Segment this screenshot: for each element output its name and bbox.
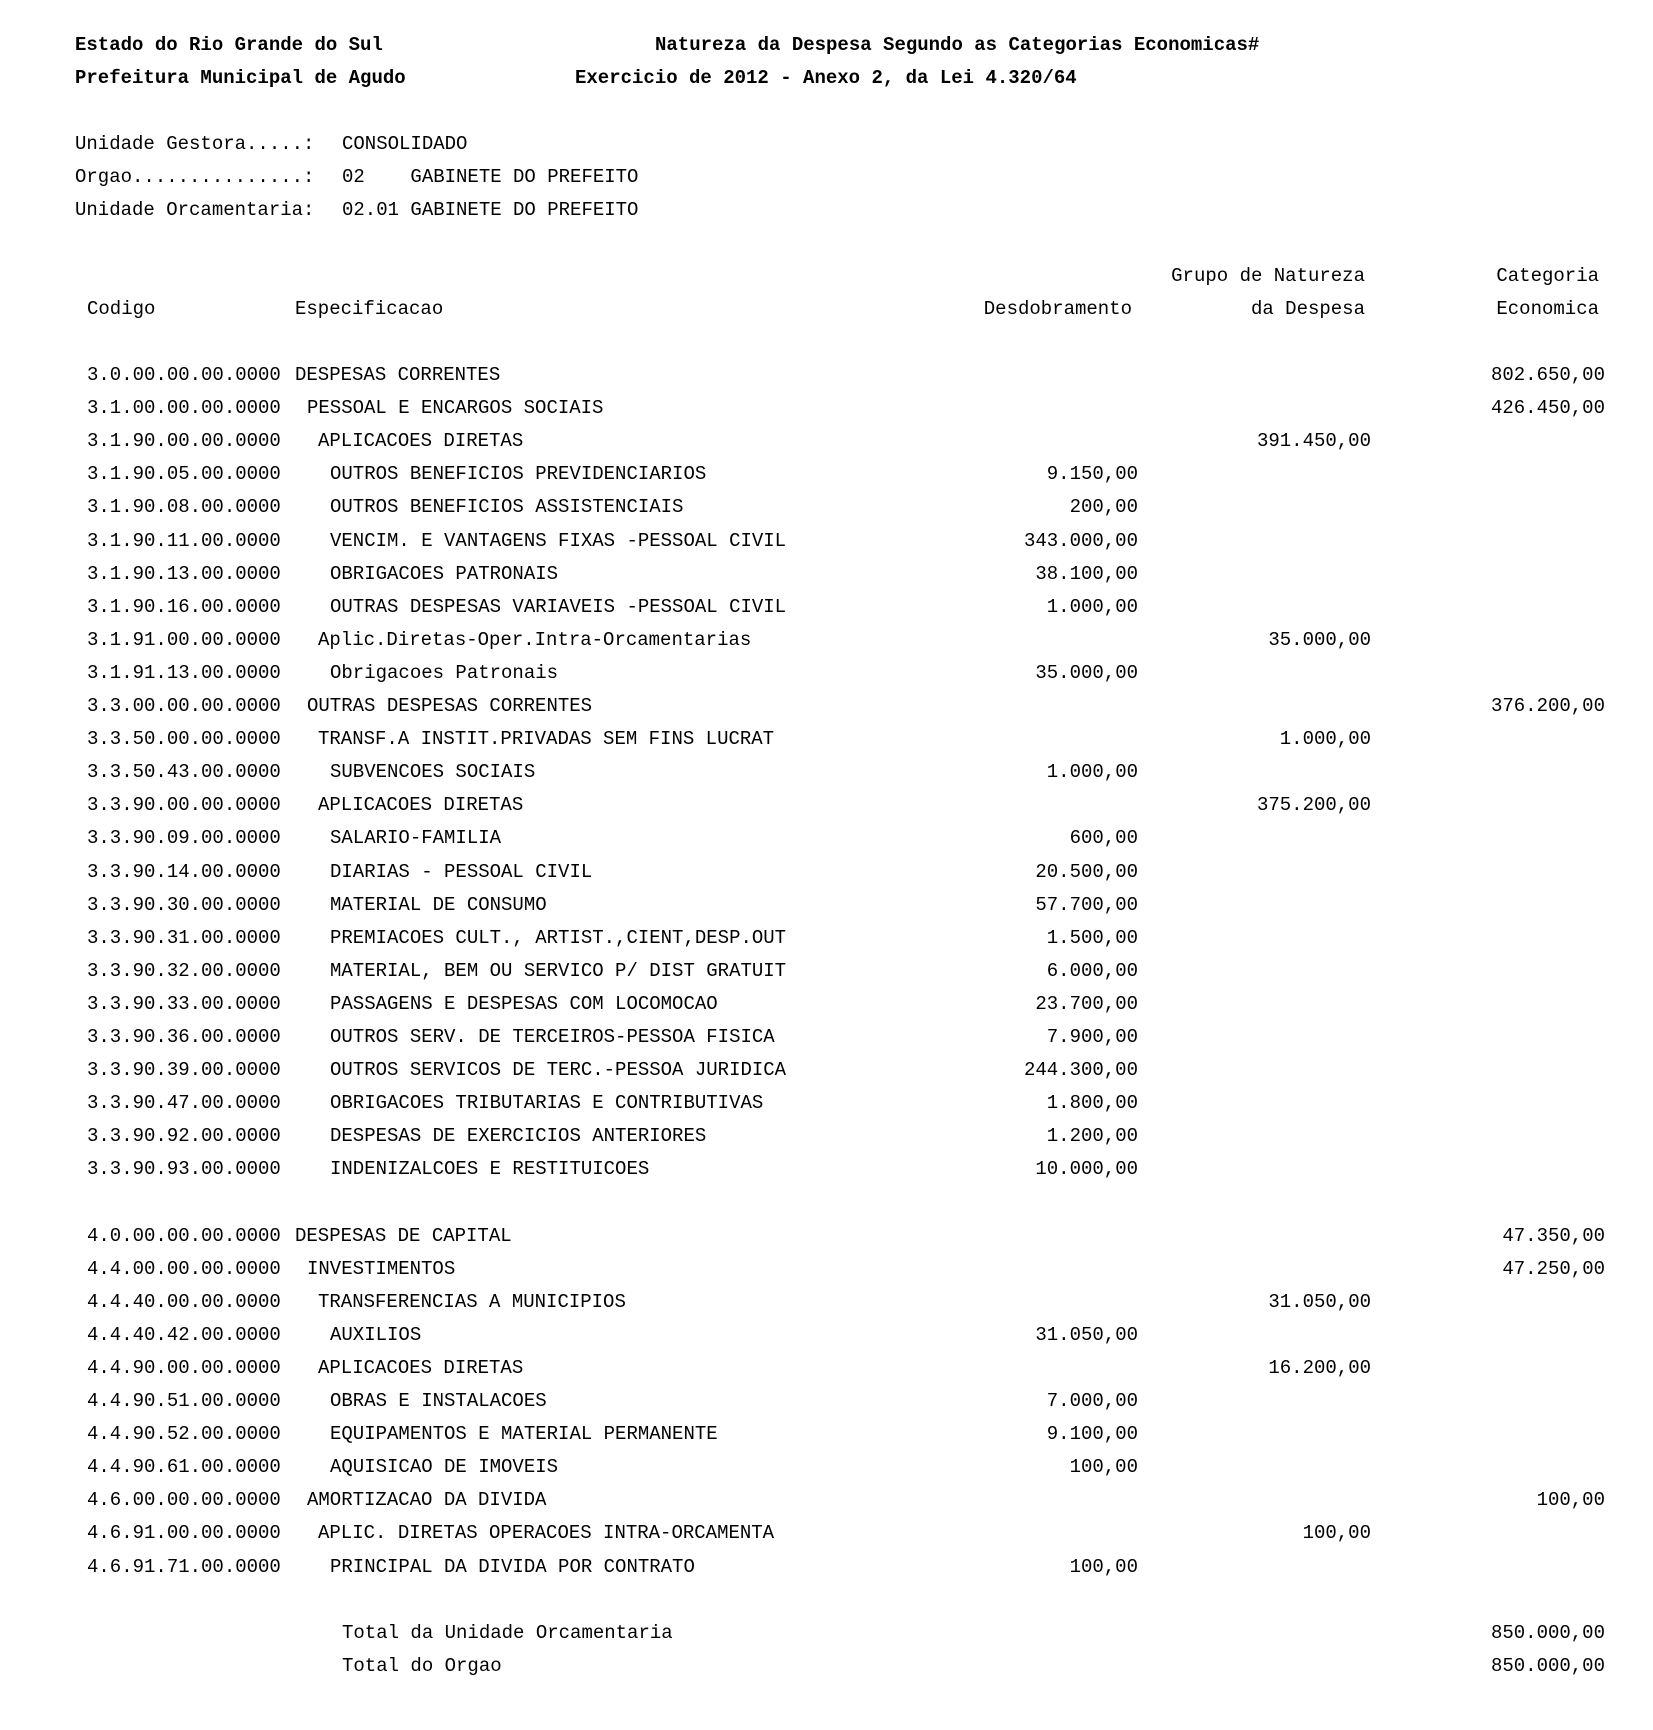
row-code: 3.3.90.09.00.0000 [87,827,281,849]
row-code: 3.1.90.11.00.0000 [87,530,281,552]
row-desdobramento: 20.500,00 [1035,861,1138,883]
column-header-categoria-line1: Categoria [1496,265,1599,287]
row-description: OUTROS BENEFICIOS PREVIDENCIARIOS [330,463,707,485]
table-row [0,1154,1653,1184]
table-row [0,625,1653,655]
row-description: DIARIAS - PESSOAL CIVIL [330,861,593,883]
table-row [0,790,1653,820]
row-description: APLICACOES DIRETAS [318,1357,524,1379]
row-desdobramento: 9.100,00 [1046,1423,1138,1445]
column-header-codigo: Codigo [87,298,156,320]
row-code: 3.3.90.00.00.0000 [87,794,281,816]
orgao-label: Orgao...............: [75,166,315,188]
row-description: AQUISICAO DE IMOVEIS [330,1456,559,1478]
column-header-grupo-line2: da Despesa [1250,298,1365,320]
table-row [0,360,1653,390]
row-description: TRANSFERENCIAS A MUNICIPIOS [318,1291,626,1313]
table-row [0,1022,1653,1052]
row-code: 4.4.40.42.00.0000 [87,1324,281,1346]
row-desdobramento: 100,00 [1069,1456,1138,1478]
row-code: 3.3.90.36.00.0000 [87,1026,281,1048]
row-grupo-natureza: 375.200,00 [1256,794,1371,816]
total-value: 850.000,00 [1490,1622,1605,1644]
table-row [0,459,1653,489]
row-code: 3.1.91.13.00.0000 [87,662,281,684]
row-description: OUTROS BENEFICIOS ASSISTENCIAIS [330,496,684,518]
table-row [0,492,1653,522]
report-title: Natureza da Despesa Segundo as Categorias Economicas# [655,34,1260,56]
row-code: 4.4.90.61.00.0000 [87,1456,281,1478]
row-description: AMORTIZACAO DA DIVIDA [307,1489,547,1511]
unidade-gestora-value: CONSOLIDADO [342,133,468,155]
table-row [0,691,1653,721]
row-description: INVESTIMENTOS [307,1258,456,1280]
row-code: 4.6.91.00.00.0000 [87,1522,281,1544]
row-description: APLICACOES DIRETAS [318,430,524,452]
table-row [0,1088,1653,1118]
table-row [0,1320,1653,1350]
row-grupo-natureza: 100,00 [1302,1522,1371,1544]
table-row [0,857,1653,887]
unidade-gestora-label: Unidade Gestora.....: [75,133,315,155]
table-row [0,393,1653,423]
table-row [0,823,1653,853]
row-desdobramento: 7.900,00 [1046,1026,1138,1048]
row-desdobramento: 1.200,00 [1046,1125,1138,1147]
row-description: DESPESAS DE EXERCICIOS ANTERIORES [330,1125,707,1147]
row-desdobramento: 343.000,00 [1023,530,1138,552]
column-header-desdobramento: Desdobramento [983,298,1132,320]
row-code: 3.3.90.93.00.0000 [87,1158,281,1180]
row-grupo-natureza: 35.000,00 [1268,629,1371,651]
row-desdobramento: 7.000,00 [1046,1390,1138,1412]
table-row [0,1518,1653,1548]
row-categoria-economica: 426.450,00 [1490,397,1605,419]
row-description: APLIC. DIRETAS OPERACOES INTRA-ORCAMENTA [318,1522,775,1544]
table-row [0,1254,1653,1284]
row-desdobramento: 1.800,00 [1046,1092,1138,1114]
row-code: 3.3.90.30.00.0000 [87,894,281,916]
column-header-especificacao: Especificacao [295,298,444,320]
row-code: 3.3.50.00.00.0000 [87,728,281,750]
row-description: OUTRAS DESPESAS CORRENTES [307,695,593,717]
total-label: Total da Unidade Orcamentaria [342,1622,673,1644]
row-desdobramento: 200,00 [1069,496,1138,518]
row-description: AUXILIOS [330,1324,422,1346]
row-code: 4.4.90.51.00.0000 [87,1390,281,1412]
row-code: 4.6.00.00.00.0000 [87,1489,281,1511]
table-row [0,923,1653,953]
row-code: 3.3.90.47.00.0000 [87,1092,281,1114]
table-row [0,1419,1653,1449]
row-description: PREMIACOES CULT., ARTIST.,CIENT,DESP.OUT [330,927,787,949]
table-row [0,1121,1653,1151]
row-code: 3.1.90.08.00.0000 [87,496,281,518]
table-row [0,724,1653,754]
row-code: 3.1.00.00.00.0000 [87,397,281,419]
row-desdobramento: 244.300,00 [1023,1059,1138,1081]
row-description: PESSOAL E ENCARGOS SOCIAIS [307,397,604,419]
row-code: 3.1.91.00.00.0000 [87,629,281,651]
row-description: MATERIAL DE CONSUMO [330,894,547,916]
table-row [0,890,1653,920]
row-grupo-natureza: 16.200,00 [1268,1357,1371,1379]
row-code: 4.4.00.00.00.0000 [87,1258,281,1280]
row-description: SALARIO-FAMILIA [330,827,502,849]
row-desdobramento: 35.000,00 [1035,662,1138,684]
table-row [0,757,1653,787]
row-description: OBRIGACOES TRIBUTARIAS E CONTRIBUTIVAS [330,1092,764,1114]
table-row [0,1386,1653,1416]
row-code: 4.4.90.52.00.0000 [87,1423,281,1445]
row-desdobramento: 100,00 [1069,1556,1138,1578]
table-row [0,592,1653,622]
table-row [0,658,1653,688]
table-row [0,1055,1653,1085]
table-row [0,1353,1653,1383]
row-desdobramento: 1.000,00 [1046,596,1138,618]
row-description: PASSAGENS E DESPESAS COM LOCOMOCAO [330,993,718,1015]
total-label: Total do Orgao [342,1655,502,1677]
row-desdobramento: 6.000,00 [1046,960,1138,982]
row-desdobramento: 38.100,00 [1035,563,1138,585]
row-desdobramento: 31.050,00 [1035,1324,1138,1346]
row-description: INDENIZALCOES E RESTITUICOES [330,1158,650,1180]
row-description: OUTROS SERVICOS DE TERC.-PESSOA JURIDICA [330,1059,787,1081]
row-grupo-natureza: 1.000,00 [1279,728,1371,750]
row-categoria-economica: 47.250,00 [1502,1258,1605,1280]
row-categoria-economica: 802.650,00 [1490,364,1605,386]
row-description: OUTRAS DESPESAS VARIAVEIS -PESSOAL CIVIL [330,596,787,618]
row-desdobramento: 9.150,00 [1046,463,1138,485]
row-code: 3.3.90.92.00.0000 [87,1125,281,1147]
row-description: SUBVENCOES SOCIAIS [330,761,536,783]
row-categoria-economica: 100,00 [1536,1489,1605,1511]
column-header-categoria-line2: Economica [1496,298,1599,320]
row-code: 3.1.90.05.00.0000 [87,463,281,485]
row-desdobramento: 57.700,00 [1035,894,1138,916]
row-description: TRANSF.A INSTIT.PRIVADAS SEM FINS LUCRAT [318,728,775,750]
table-row [0,1552,1653,1582]
row-description: MATERIAL, BEM OU SERVICO P/ DIST GRATUIT [330,960,787,982]
row-description: Obrigacoes Patronais [330,662,559,684]
row-desdobramento: 600,00 [1069,827,1138,849]
row-code: 3.0.00.00.00.0000 [87,364,281,386]
total-row [0,1651,1653,1681]
row-grupo-natureza: 31.050,00 [1268,1291,1371,1313]
unidade-orcamentaria-value: 02.01 GABINETE DO PREFEITO [342,199,639,221]
row-code: 3.3.90.39.00.0000 [87,1059,281,1081]
table-row [0,1221,1653,1251]
row-code: 3.3.90.33.00.0000 [87,993,281,1015]
row-description: APLICACOES DIRETAS [318,794,524,816]
row-desdobramento: 10.000,00 [1035,1158,1138,1180]
table-row [0,989,1653,1019]
row-code: 4.4.90.00.00.0000 [87,1357,281,1379]
state-name: Estado do Rio Grande do Sul [75,34,383,56]
row-categoria-economica: 376.200,00 [1490,695,1605,717]
row-description: PRINCIPAL DA DIVIDA POR CONTRATO [330,1556,695,1578]
row-categoria-economica: 47.350,00 [1502,1225,1605,1247]
row-code: 3.1.90.16.00.0000 [87,596,281,618]
row-description: OBRIGACOES PATRONAIS [330,563,559,585]
unidade-orcamentaria-label: Unidade Orcamentaria: [75,199,315,221]
row-description: VENCIM. E VANTAGENS FIXAS -PESSOAL CIVIL [330,530,787,552]
row-desdobramento: 1.000,00 [1046,761,1138,783]
row-desdobramento: 1.500,00 [1046,927,1138,949]
report-subtitle: Exercicio de 2012 - Anexo 2, da Lei 4.320/64 [575,67,1077,89]
row-code: 3.1.90.00.00.0000 [87,430,281,452]
row-code: 3.3.00.00.00.0000 [87,695,281,717]
row-description: Aplic.Diretas-Oper.Intra-Orcamentarias [318,629,752,651]
row-description: OUTROS SERV. DE TERCEIROS-PESSOA FISICA [330,1026,775,1048]
table-row [0,956,1653,986]
row-code: 4.6.91.71.00.0000 [87,1556,281,1578]
total-row [0,1618,1653,1648]
table-row [0,526,1653,556]
row-code: 3.3.50.43.00.0000 [87,761,281,783]
total-value: 850.000,00 [1490,1655,1605,1677]
row-desdobramento: 23.700,00 [1035,993,1138,1015]
table-row [0,426,1653,456]
table-row [0,559,1653,589]
table-row [0,1287,1653,1317]
orgao-value: 02 GABINETE DO PREFEITO [342,166,639,188]
row-code: 3.1.90.13.00.0000 [87,563,281,585]
row-description: EQUIPAMENTOS E MATERIAL PERMANENTE [330,1423,718,1445]
row-code: 4.4.40.00.00.0000 [87,1291,281,1313]
row-description: OBRAS E INSTALACOES [330,1390,547,1412]
row-code: 4.0.00.00.00.0000 [87,1225,281,1247]
municipality-name: Prefeitura Municipal de Agudo [75,67,406,89]
row-code: 3.3.90.32.00.0000 [87,960,281,982]
table-row [0,1485,1653,1515]
row-code: 3.3.90.31.00.0000 [87,927,281,949]
row-grupo-natureza: 391.450,00 [1256,430,1371,452]
row-description: DESPESAS DE CAPITAL [295,1225,512,1247]
row-code: 3.3.90.14.00.0000 [87,861,281,883]
table-row [0,1452,1653,1482]
column-header-grupo-line1: Grupo de Natureza [1171,265,1365,287]
row-description: DESPESAS CORRENTES [295,364,501,386]
